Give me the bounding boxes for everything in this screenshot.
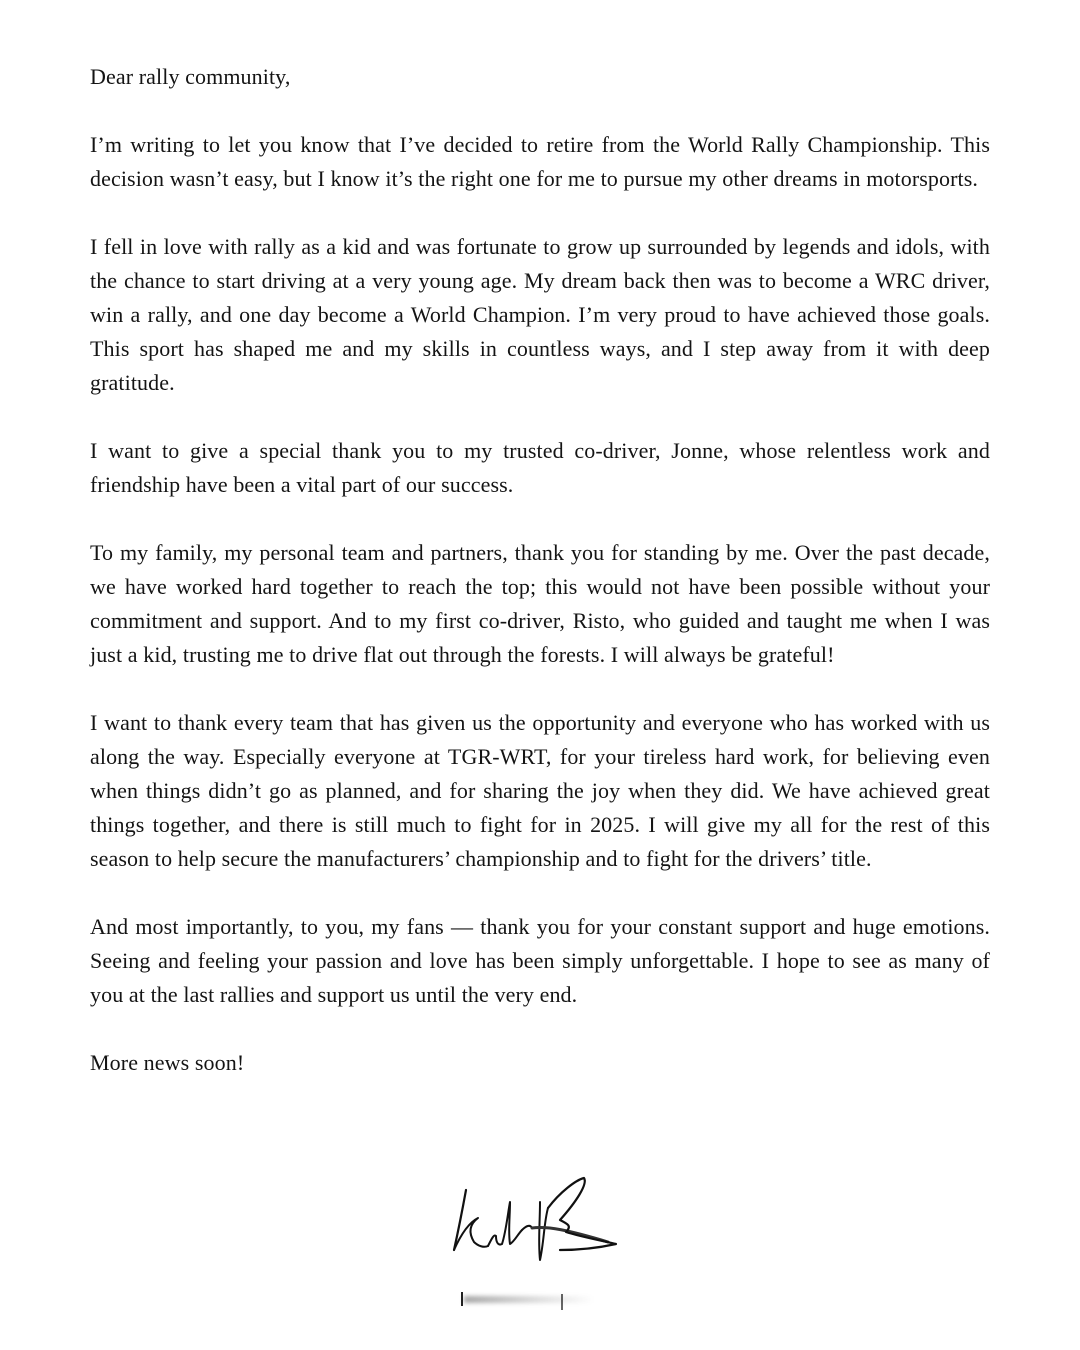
paragraph-retirement-announcement: I’m writing to let you know that I’ve decided to retire from the World Rally Championship. This decision wasn’t easy, but I know it’s the right one for me to pursue my other dreams in motorsports. [90,132,990,191]
redacted-mark-right [561,1294,563,1310]
redaction-blur [464,1296,594,1303]
salutation: Dear rally community, [90,64,291,89]
closing-line: More news soon! [90,1050,245,1075]
redacted-mark-left [461,1292,463,1306]
redacted-name-line [458,1290,603,1310]
paragraph-fans-thanks: And most importantly, to you, my fans — thank you for your constant support and huge emotions. Seeing and feeling your passion and love has been simply unforgettable. I hope to see as many of you at the last rallies and support us until the very end. [90,914,990,1007]
letter-body [90,60,990,1114]
paragraph-career-reflection: I fell in love with rally as a kid and was fortunate to grow up surrounded by legends and idols, with the chance to start driving at a very young age. My dream back then was to become a WRC driver, win a rally, and one day become a World Champion. I’m very proud to have achieved those goals. This sport has shaped me and my skills in countless ways, and I step away from it with deep gratitude. [90,234,990,395]
paragraph-family-team-thanks: To my family, my personal team and partners, thank you for standing by me. Over the past decade, we have worked hard together to reach the top; this would not have been possible without your commitment and support. And to my first co-driver, Risto, who guided and taught me when I was just a kid, trusting me to drive flat out through the forests. I will always be grateful! [90,540,990,667]
paragraph-teams-thanks: I want to thank every team that has given us the opportunity and everyone who has worked with us along the way. Especially everyone at TGR-WRT, for your tireless hard work, for believing even when things didn’t go as planned, and for sharing the joy when they did. We have achieved great things together, and there is still much to fight for in 2025. I will give my all for the rest of this season to help secure the manufacturers’ championship and to fight for the drivers’ title. [90,710,990,871]
paragraph-co-driver-thanks: I want to give a special thank you to my trusted co-driver, Jonne, whose relentless work and friendship have been a vital part of our success. [90,438,990,497]
signature-icon [448,1172,628,1267]
